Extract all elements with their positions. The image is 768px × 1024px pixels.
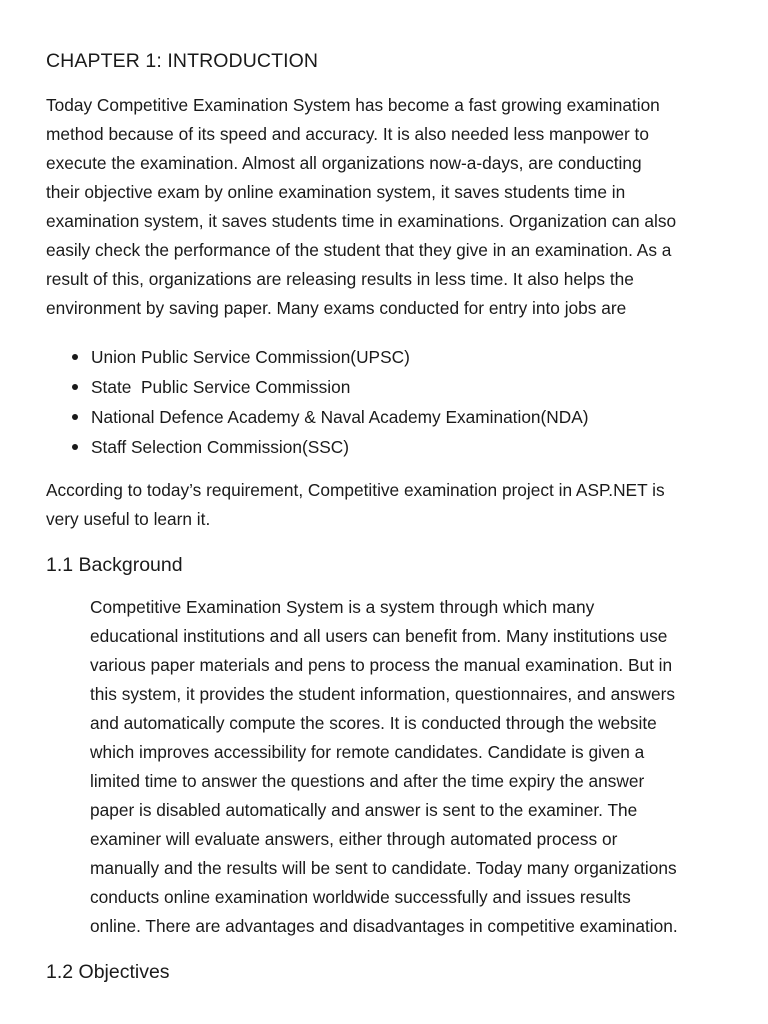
list-item: [46, 372, 728, 402]
bullet-icon: [72, 354, 78, 360]
list-item: [46, 402, 728, 432]
background-paragraph: Competitive Examination System is a system through which many educational institutions and all users can benefit from. Many institutions use various paper materials and pens to process the manual examination. But in this system, it provides the student information, questionnaires, and answers and automatically compute the scores. It is conducted through the website which improves accessibility for remote candidates. Candidate is given a limited time to answer the questions and after the time expiry the answer paper is disabled automatically and answer is sent to the examiner. The examiner will evaluate answers, either through automated process or manually and the results will be sent to candidate. Today many organizations conducts online examination worldwide successfully and issues results online. There are advantages and disadvantages in competitive examination.: [90, 597, 678, 936]
exam-list: [46, 342, 728, 462]
bullet-icon: [72, 384, 78, 390]
background-heading: 1.1 Background: [46, 554, 183, 576]
list-item-text: Union Public Service Commission(UPSC): [91, 347, 410, 367]
closing-paragraph: According to today’s requirement, Competitive examination project in ASP.NET is very useful to learn it.: [46, 480, 665, 529]
list-item-text: Staff Selection Commission(SSC): [91, 437, 350, 457]
intro-paragraph: Today Competitive Examination System has become a fast growing examination method because of its speed and accuracy. It is also needed less manpower to execute the examination. Almost all organizations now-a-days, are conducting their objective exam by online examination system, it saves students time in examination system, it saves students time in examinations. Organization can also easily check the performance of the student that they give in an examination. As a result of this, organizations are releasing results in less time. It also helps the environment by saving paper. Many exams conducted for entry into jobs are: [46, 95, 677, 318]
bullet-icon: [72, 444, 78, 450]
list-item: [46, 342, 728, 372]
list-item-text: State Public Service Commission: [91, 377, 351, 397]
chapter-title: CHAPTER 1: INTRODUCTION: [46, 50, 319, 72]
objectives-heading: 1.2 Objectives: [46, 961, 170, 983]
list-item: [46, 432, 728, 462]
list-item-text: National Defence Academy & Naval Academy Examination(NDA): [91, 407, 589, 427]
bullet-icon: [72, 414, 78, 420]
